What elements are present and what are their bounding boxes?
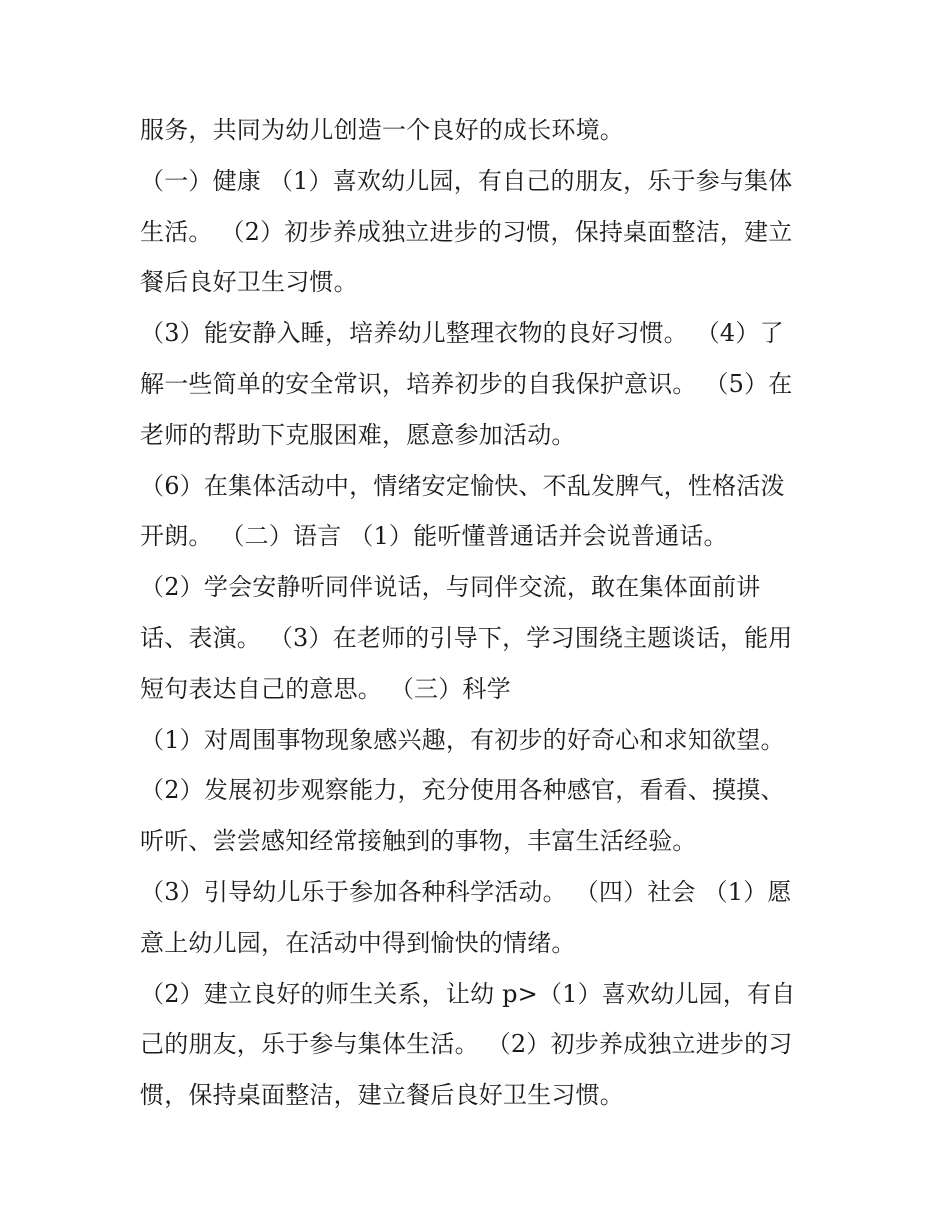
text-line: 服务，共同为幼儿创造一个良好的成长环境。 (140, 116, 624, 144)
text-line: 己的朋友，乐于参与集体生活。 （2）初步养成独立进步的习 (140, 1030, 793, 1059)
text-line: 餐后良好卫生习惯。 (140, 268, 358, 297)
text-line: 开朗。 （二）语言 （1）能听懂普通话并会说普通话。 (140, 522, 728, 551)
text-line: （2）建立良好的师生关系，让幼 p>（1）喜欢幼儿园，有自 (140, 979, 796, 1008)
text-line: （1）对周围事物现象感兴趣，有初步的好奇心和求知欲望。 (140, 725, 785, 754)
text-line: 生活。 （2）初步养成独立进步的习惯，保持桌面整洁，建立 (140, 217, 793, 246)
text-line: 话、表演。 （3）在老师的引导下，学习围绕主题谈话，能用 (140, 623, 793, 652)
text-line: （2）学会安静听同伴说话，与同伴交流，敢在集体面前讲 (140, 573, 761, 602)
text-line: （2）发展初步观察能力，充分使用各种感官，看看、摸摸、 (140, 776, 785, 805)
text-line: 老师的帮助下克服困难，愿意参加活动。 (140, 420, 576, 449)
text-line: （3）能安静入睡，培养幼儿整理衣物的良好习惯。 （4）了 (140, 319, 784, 348)
text-line: 意上幼儿园，在活动中得到愉快的情绪。 (140, 928, 576, 957)
text-line: （6）在集体活动中，情绪安定愉快、不乱发脾气，性格活泼 (140, 471, 785, 500)
text-line: 听听、尝尝感知经常接触到的事物，丰富生活经验。 (140, 827, 697, 856)
text-line: （一）健康 （1）喜欢幼儿园，有自己的朋友，乐于参与集体 (140, 166, 793, 195)
text-line: 惯，保持桌面整洁，建立餐后良好卫生习惯。 (140, 1081, 624, 1110)
text-line: 解一些简单的安全常识，培养初步的自我保护意识。 （5）在 (140, 369, 793, 398)
text-line: （3）引导幼儿乐于参加各种科学活动。 （四）社会 （1）愿 (140, 877, 792, 906)
text-line: 短句表达自己的意思。 （三）科学 (140, 674, 511, 703)
document-body (140, 105, 810, 1121)
